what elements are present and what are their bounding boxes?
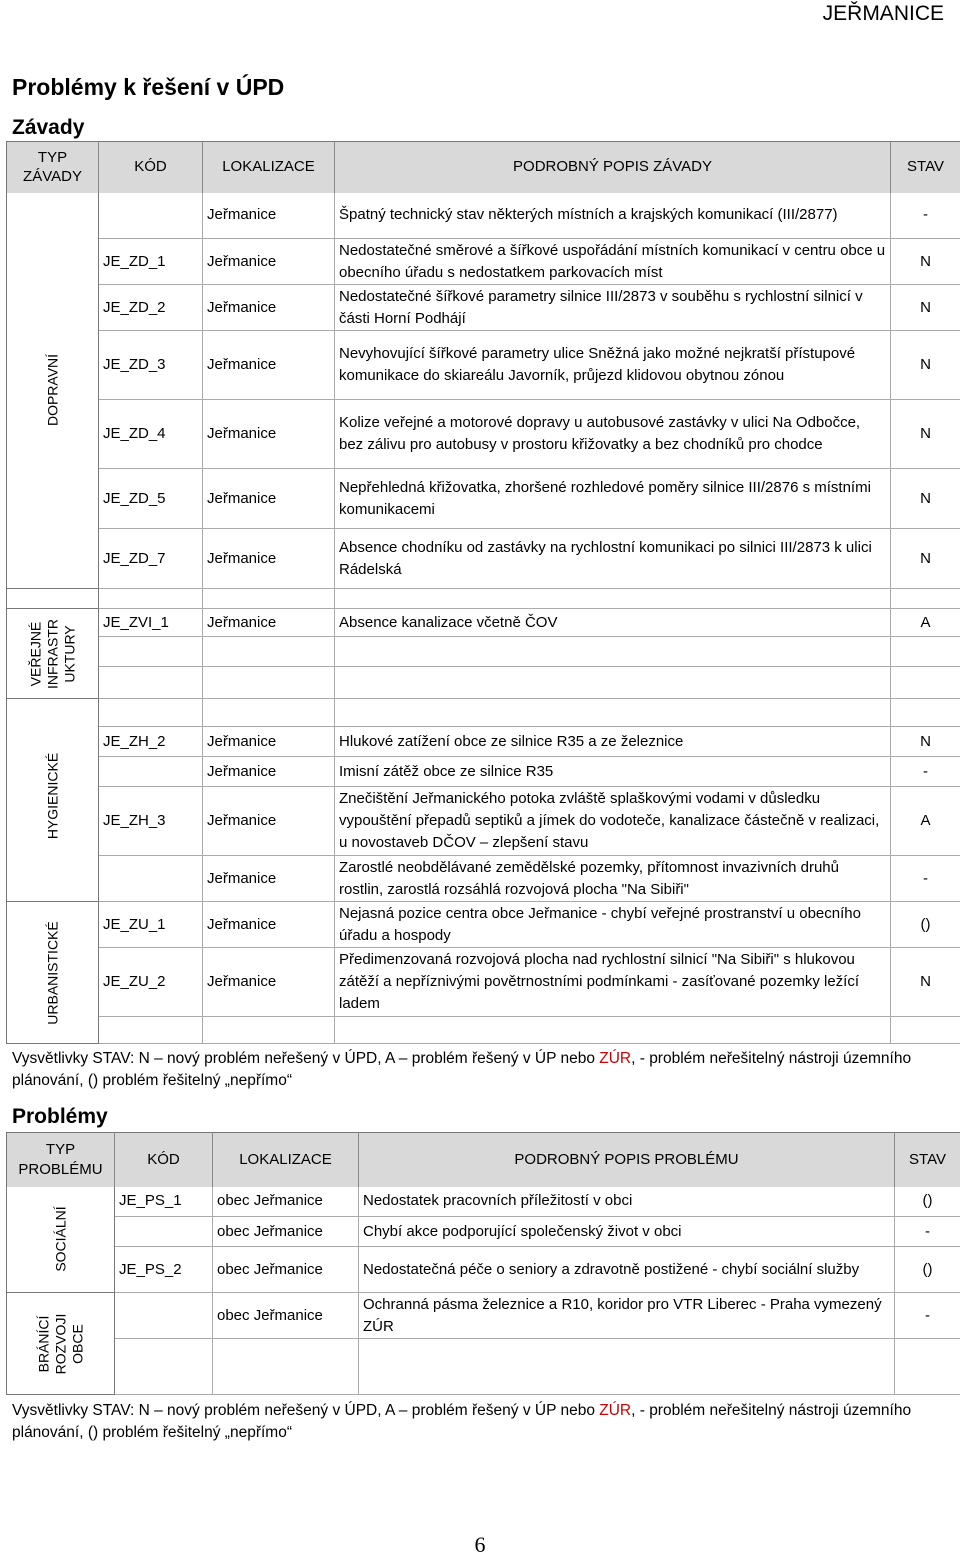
description-cell: Nevyhovující šířkové parametry ulice Sněžná jako možné nejkratší přístupové komunikace do skiareálu Javorník, průjezd klidovou obytnou zónou xyxy=(335,331,891,400)
status-cell: - xyxy=(891,193,960,239)
table-row xyxy=(7,948,960,1017)
col-header-typ: TYP ZÁVADY xyxy=(7,142,99,193)
table-header-row xyxy=(7,142,960,193)
description-cell: Absence kanalizace včetně ČOV xyxy=(335,609,891,637)
status-cell: A xyxy=(891,609,960,637)
empty-row xyxy=(7,1339,960,1395)
category-cell-verejne-infrastruktury xyxy=(7,609,99,699)
col-header-kod: KÓD xyxy=(99,142,203,193)
col-header-kod: KÓD xyxy=(115,1133,213,1187)
table-row xyxy=(7,1293,960,1339)
status-cell: () xyxy=(895,1187,960,1217)
description-cell: Hlukové zatížení obce ze silnice R35 a ze železnice xyxy=(335,727,891,757)
location-cell: Jeřmanice xyxy=(203,856,335,902)
code-cell: JE_ZD_7 xyxy=(99,529,203,589)
table-row xyxy=(7,856,960,902)
location-cell: Jeřmanice xyxy=(203,400,335,469)
description-cell: Nedostatečná péče o seniory a zdravotně postižené - chybí sociální služby xyxy=(359,1247,895,1293)
status-cell: N xyxy=(891,400,960,469)
category-cell-dopravni xyxy=(7,193,99,589)
description-cell: Nedostatečné směrové a šířkové uspořádání místních komunikací v centru obce u obecního úřadu s nedostatkem parkovacích míst xyxy=(335,239,891,285)
table-row xyxy=(7,529,960,589)
category-cell-urbanisticke xyxy=(7,902,99,1044)
problemy-table xyxy=(6,1132,960,1395)
table-header-row xyxy=(7,1133,960,1187)
code-cell: JE_ZU_2 xyxy=(99,948,203,1017)
description-cell: Předimenzovaná rozvojová plocha nad rychlostní silnicí "Na Sibiři" s hlukovou zátěží a nepříznivými povětrnostními podmínkami - zasíťované pozemky ležící ladem xyxy=(335,948,891,1017)
status-cell: () xyxy=(891,902,960,948)
status-cell: N xyxy=(891,469,960,529)
category-cell-hygienicke xyxy=(7,727,99,902)
table-row xyxy=(7,1187,960,1217)
category-label: BRÁNÍCÍ ROZVOJI OBCE xyxy=(35,1313,86,1374)
status-cell: - xyxy=(891,856,960,902)
col-header-popis: PODROBNÝ POPIS ZÁVADY xyxy=(335,142,891,193)
table-row xyxy=(7,239,960,285)
description-cell: Ochranná pásma železnice a R10, koridor pro VTR Liberec - Praha vymezený ZÚR xyxy=(359,1293,895,1339)
location-cell: obec Jeřmanice xyxy=(213,1217,359,1247)
category-cell-branici-rozvoji-obce xyxy=(7,1293,115,1395)
table-row xyxy=(7,331,960,400)
status-cell: A xyxy=(891,787,960,856)
section-heading-zavady: Závady xyxy=(12,116,84,140)
code-cell xyxy=(115,1217,213,1247)
code-cell: JE_PS_1 xyxy=(115,1187,213,1217)
table-row xyxy=(7,757,960,787)
page-number: 6 xyxy=(0,1532,960,1558)
status-cell: - xyxy=(895,1217,960,1247)
status-cell: N xyxy=(891,727,960,757)
col-header-stav: STAV xyxy=(895,1133,960,1187)
description-cell: Nejasná pozice centra obce Jeřmanice - chybí veřejné prostranství u obecního úřadu a hospody xyxy=(335,902,891,948)
category-label: URBANISTICKÉ xyxy=(44,921,61,1024)
legend-problemy: Vysvětlivky STAV: N – nový problém neřešený v ÚPD, A – problém řešený v ÚP nebo ZÚR, - problém neřešitelný nástroji územního plánování, () problém řešitelný „nepřímo“ xyxy=(12,1400,952,1444)
code-cell: JE_ZD_2 xyxy=(99,285,203,331)
spacer-row xyxy=(7,589,960,609)
status-cell: N xyxy=(891,529,960,589)
status-cell: N xyxy=(891,285,960,331)
location-cell: obec Jeřmanice xyxy=(213,1247,359,1293)
page-title: Problémy k řešení v ÚPD xyxy=(12,74,284,101)
category-label: HYGIENICKÉ xyxy=(44,753,61,839)
location-cell: obec Jeřmanice xyxy=(213,1293,359,1339)
description-cell: Znečištění Jeřmanického potoka zvláště splaškovými vodami v důsledku vypouštění přepadů septiků a jímek do vodoteče, kanalizace částečně v realizaci, u novostaveb DČOV – zlepšení stavu xyxy=(335,787,891,856)
location-cell: Jeřmanice xyxy=(203,331,335,400)
location-cell: Jeřmanice xyxy=(203,757,335,787)
code-cell: JE_ZU_1 xyxy=(99,902,203,948)
code-cell: JE_ZH_2 xyxy=(99,727,203,757)
table-row xyxy=(7,609,960,637)
description-cell: Absence chodníku od zastávky na rychlostní komunikaci po silnici III/2873 k ulici Rádelská xyxy=(335,529,891,589)
code-cell xyxy=(99,856,203,902)
status-cell: - xyxy=(891,757,960,787)
table-row xyxy=(7,400,960,469)
location-cell: Jeřmanice xyxy=(203,727,335,757)
code-cell xyxy=(99,193,203,239)
description-cell: Nepřehledná křižovatka, zhoršené rozhledové poměry silnice III/2876 s místními komunikacemi xyxy=(335,469,891,529)
status-cell: () xyxy=(895,1247,960,1293)
zavady-table xyxy=(6,141,960,1044)
col-header-popis: PODROBNÝ POPIS PROBLÉMU xyxy=(359,1133,895,1187)
category-label: DOPRAVNÍ xyxy=(44,354,61,426)
code-cell: JE_ZD_5 xyxy=(99,469,203,529)
description-cell: Nedostatečné šířkové parametry silnice III/2873 v souběhu s rychlostní silnicí v části Horní Podhájí xyxy=(335,285,891,331)
table-row xyxy=(7,285,960,331)
code-cell: JE_ZVI_1 xyxy=(99,609,203,637)
location-cell: Jeřmanice xyxy=(203,193,335,239)
category-label: VEŘEJNÉ INFRASTR UKTURY xyxy=(27,619,78,689)
description-cell: Imisní zátěž obce ze silnice R35 xyxy=(335,757,891,787)
table-row xyxy=(7,1247,960,1293)
table-row xyxy=(7,1217,960,1247)
location-cell: Jeřmanice xyxy=(203,529,335,589)
table-row xyxy=(7,727,960,757)
status-cell: N xyxy=(891,239,960,285)
status-cell: N xyxy=(891,331,960,400)
location-cell: Jeřmanice xyxy=(203,787,335,856)
code-cell xyxy=(99,757,203,787)
location-cell: Jeřmanice xyxy=(203,902,335,948)
location-cell: obec Jeřmanice xyxy=(213,1187,359,1217)
description-cell: Zarostlé neobdělávané zemědělské pozemky, přítomnost invazivních druhů rostlin, zarostlá rozsáhlá rozvojová plocha "Na Sibiři" xyxy=(335,856,891,902)
code-cell: JE_ZH_3 xyxy=(99,787,203,856)
table-row xyxy=(7,902,960,948)
status-cell: - xyxy=(895,1293,960,1339)
code-cell: JE_ZD_1 xyxy=(99,239,203,285)
legend-zavady: Vysvětlivky STAV: N – nový problém neřešený v ÚPD, A – problém řešený v ÚP nebo ZÚR, - problém neřešitelný nástroji územního plánování, () problém řešitelný „nepřímo“ xyxy=(12,1048,952,1092)
location-cell: Jeřmanice xyxy=(203,285,335,331)
col-header-stav: STAV xyxy=(891,142,960,193)
table-row xyxy=(7,787,960,856)
description-cell: Špatný technický stav některých místních a krajských komunikací (III/2877) xyxy=(335,193,891,239)
location-cell: Jeřmanice xyxy=(203,609,335,637)
col-header-lokalizace: LOKALIZACE xyxy=(213,1133,359,1187)
code-cell: JE_PS_2 xyxy=(115,1247,213,1293)
code-cell: JE_ZD_3 xyxy=(99,331,203,400)
table-row xyxy=(7,193,960,239)
section-heading-problemy: Problémy xyxy=(12,1105,108,1129)
description-cell: Kolize veřejné a motorové dopravy u autobusové zastávky v ulici Na Odbočce, bez zálivu pro autobusy v prostoru křižovatky a bez chodníků pro chodce xyxy=(335,400,891,469)
code-cell xyxy=(115,1293,213,1339)
description-cell: Nedostatek pracovních příležitostí v obci xyxy=(359,1187,895,1217)
empty-row xyxy=(7,667,960,699)
document-header: JEŘMANICE xyxy=(823,2,944,26)
status-cell: N xyxy=(891,948,960,1017)
table-row xyxy=(7,469,960,529)
col-header-typ: TYP PROBLÉMU xyxy=(7,1133,115,1187)
col-header-lokalizace: LOKALIZACE xyxy=(203,142,335,193)
empty-row xyxy=(7,1017,960,1044)
location-cell: Jeřmanice xyxy=(203,948,335,1017)
location-cell: Jeřmanice xyxy=(203,239,335,285)
spacer-row xyxy=(7,699,960,727)
category-cell-socialni xyxy=(7,1187,115,1293)
description-cell: Chybí akce podporující společenský život v obci xyxy=(359,1217,895,1247)
empty-row xyxy=(7,637,960,667)
category-label: SOCIÁLNÍ xyxy=(52,1207,69,1272)
code-cell: JE_ZD_4 xyxy=(99,400,203,469)
location-cell: Jeřmanice xyxy=(203,469,335,529)
